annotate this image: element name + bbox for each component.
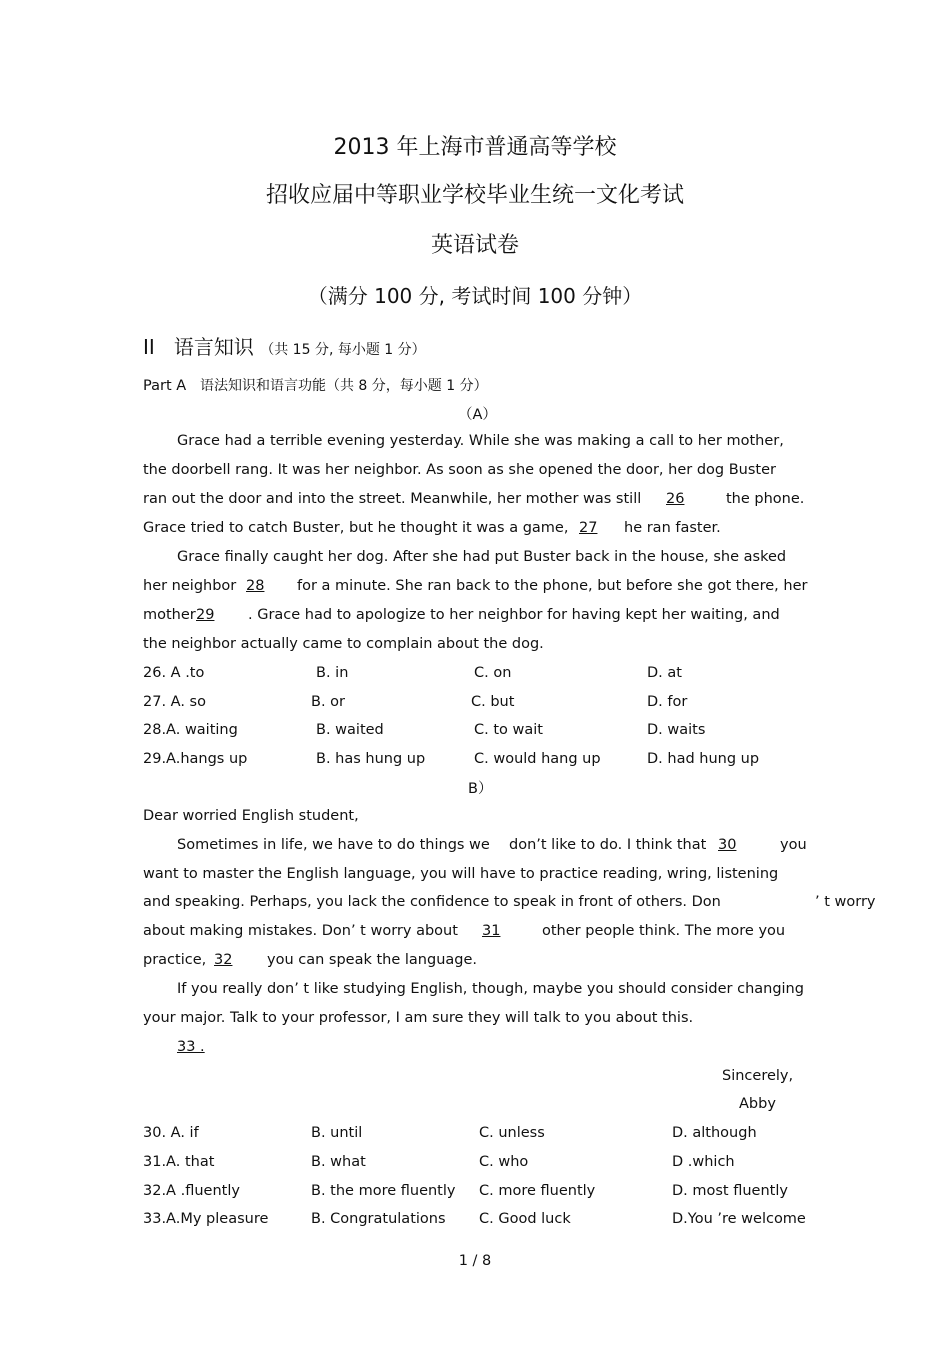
option-a: 31.A. that — [143, 1154, 215, 1170]
section-heading — [143, 331, 426, 360]
option-c: C. unless — [479, 1125, 545, 1141]
option-d: D.You ’re welcome — [672, 1211, 806, 1227]
letter-greeting: Dear worried English student, — [143, 808, 359, 824]
passage-b-line: want to master the English language, you will have to practice reading, wring, listening — [143, 866, 779, 882]
passage-a-line: the doorbell rang. It was her neighbor. As soon as she opened the door, her dog Buster — [143, 462, 776, 478]
option-d: D. had hung up — [647, 751, 760, 767]
passage-b-line: your major. Talk to your professor, I am sure they will talk to you about this. — [143, 1010, 694, 1026]
part-a-label: Part A — [143, 378, 187, 394]
option-c: C. who — [479, 1154, 529, 1170]
option-a: 29.A.hangs up — [143, 751, 248, 767]
passage-a-line: he ran faster. — [624, 520, 721, 536]
passage-a-line: . Grace had to apologize to her neighbor for having kept her waiting, and — [248, 607, 780, 623]
passage-b-line: other people think. The more you — [542, 923, 786, 939]
option-b: B. waited — [316, 722, 384, 738]
blank-29: 29 — [196, 607, 215, 623]
option-c: C. to wait — [474, 722, 543, 738]
option-a: 27. A. so — [143, 694, 206, 710]
blank-33: 33 . — [177, 1039, 205, 1055]
passage-b-line: you can speak the language. — [267, 952, 478, 968]
option-b: B. has hung up — [316, 751, 426, 767]
exam-title-main: 招收应届中等职业学校毕业生统一文化考试 — [265, 183, 684, 208]
blank-30: 30 — [718, 837, 737, 853]
letter-closing: Sincerely, — [722, 1068, 794, 1084]
option-a: 26. A .to — [143, 665, 205, 681]
option-a: 30. A. if — [143, 1125, 199, 1141]
passage-b-line: ’ t worry — [815, 894, 876, 910]
passage-b-line: If you really don’ t like studying English, though, maybe you should consider changing — [177, 981, 804, 997]
blank-26: 26 — [666, 491, 685, 507]
option-b: B. what — [311, 1154, 366, 1170]
option-b: B. in — [316, 665, 349, 681]
option-d: D. most fluently — [672, 1183, 788, 1199]
blank-28: 28 — [246, 578, 265, 594]
option-d: D. at — [647, 665, 682, 681]
option-a: 28.A. waiting — [143, 722, 238, 738]
blank-32: 32 — [214, 952, 233, 968]
passage-a-line: the phone. — [726, 491, 805, 507]
blank-31: 31 — [482, 923, 501, 939]
part-a-desc: 语法知识和语言功能（共 8 分，每小题 1 分） — [199, 378, 488, 394]
exam-title-year: 2013 年上海市普通高等学校 — [333, 135, 617, 160]
passage-a-line: mother — [143, 607, 196, 623]
passage-b-line: and speaking. Perhaps, you lack the confidence to speak in front of others. Don — [143, 894, 721, 910]
passage-b-marker: B） — [468, 781, 493, 797]
passage-a-line: Grace had a terrible evening yesterday. While she was making a call to her mother, — [177, 433, 784, 449]
exam-title-subject: 英语试卷 — [430, 233, 519, 258]
option-d: D. waits — [647, 722, 706, 738]
part-a-heading — [143, 375, 488, 395]
section-name: 语言知识 — [173, 335, 254, 359]
passage-a-line: Grace tried to catch Buster, but he thought it was a game, — [143, 520, 569, 536]
option-b: B. the more fluently — [311, 1183, 456, 1199]
exam-info: （满分 100 分, 考试时间 100 分钟） — [307, 284, 643, 308]
passage-a-marker: （A） — [458, 407, 497, 423]
option-c: C. more fluently — [479, 1183, 596, 1199]
option-a: 33.A.My pleasure — [143, 1211, 269, 1227]
option-b: B. or — [311, 694, 345, 710]
passage-a-line: for a minute. She ran back to the phone, but before she got there, her — [297, 578, 808, 594]
option-d: D. although — [672, 1125, 757, 1141]
passage-b-line: you — [780, 837, 807, 853]
option-c: C. Good luck — [479, 1211, 571, 1227]
passage-b-line: Sometimes in life, we have to do things we — [177, 837, 490, 853]
section-note: （共 15 分, 每小题 1 分） — [260, 342, 426, 358]
page-number: 1 / 8 — [458, 1253, 492, 1269]
option-c: C. would hang up — [474, 751, 601, 767]
passage-b-line: don’t like to do. I think that — [509, 837, 707, 853]
option-c: C. on — [474, 665, 512, 681]
passage-a-line: ran out the door and into the street. Meanwhile, her mother was still — [143, 491, 642, 507]
passage-a-line: the neighbor actually came to complain about the dog. — [143, 636, 544, 652]
passage-b-line: practice, — [143, 952, 207, 968]
section-number: II — [143, 335, 155, 359]
option-b: B. Congratulations — [311, 1211, 446, 1227]
option-d: D. for — [647, 694, 688, 710]
letter-signature: Abby — [739, 1096, 776, 1112]
option-a: 32.A .fluently — [143, 1183, 240, 1199]
option-c: C. but — [471, 694, 515, 710]
passage-a-line: her neighbor — [143, 578, 237, 594]
option-b: B. until — [311, 1125, 363, 1141]
blank-27: 27 — [579, 520, 598, 536]
passage-b-line: about making mistakes. Don’ t worry about — [143, 923, 458, 939]
passage-a-line: Grace finally caught her dog. After she had put Buster back in the house, she asked — [177, 549, 787, 565]
option-d: D .which — [672, 1154, 735, 1170]
